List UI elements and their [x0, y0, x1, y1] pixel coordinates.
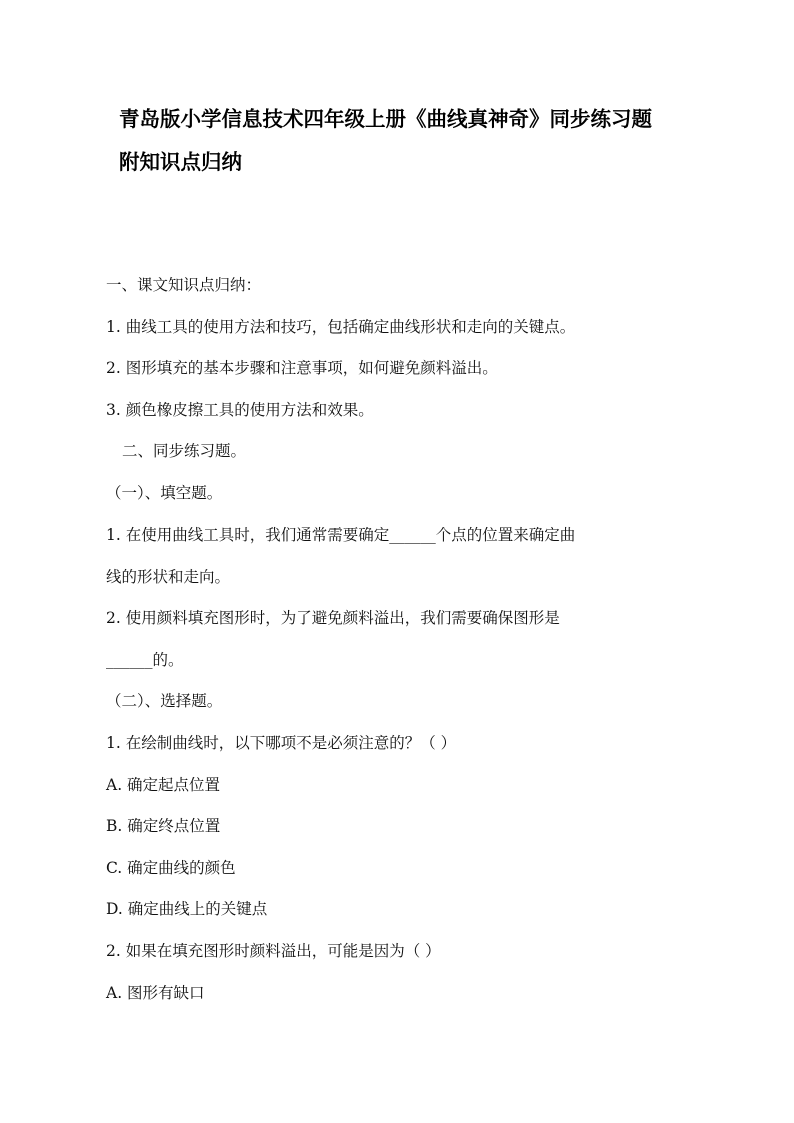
- choice-question-1-option-c: C. 确定曲线的颜色: [106, 859, 236, 877]
- document-title-line-1: 青岛版小学信息技术四年级上册《曲线真神奇》同步练习题: [119, 107, 652, 131]
- section-heading-exercises: 二、同步练习题。: [122, 442, 247, 460]
- knowledge-point-1: 1. 曲线工具的使用方法和技巧，包括确定曲线形状和走向的关键点。: [106, 318, 576, 336]
- choice-question-2: 2. 如果在填充图形时颜料溢出，可能是因为（ ）: [106, 942, 441, 960]
- fill-blank-question-2-line-2: ______的。: [106, 651, 184, 669]
- choice-heading: （二）、选择题。: [106, 692, 223, 710]
- choice-question-1-option-a: A. 确定起点位置: [106, 776, 221, 794]
- fill-blank-question-2-line-1: 2. 使用颜料填充图形时，为了避免颜料溢出，我们需要确保图形是: [106, 609, 560, 627]
- fill-blank-question-1-line-2: 线的形状和走向。: [106, 568, 231, 586]
- document-title-line-2: 附知识点归纳: [119, 150, 242, 174]
- knowledge-point-3: 3. 颜色橡皮擦工具的使用方法和效果。: [106, 401, 374, 419]
- choice-question-1: 1. 在绘制曲线时，以下哪项不是必须注意的？（ ）: [106, 734, 457, 752]
- section-heading-knowledge: 一、课文知识点归纳：: [106, 276, 262, 294]
- choice-question-1-option-d: D. 确定曲线上的关键点: [106, 900, 268, 918]
- fill-blank-heading: （一）、填空题。: [106, 484, 223, 502]
- choice-question-2-option-a: A. 图形有缺口: [106, 984, 205, 1002]
- fill-blank-question-1-line-1: 1. 在使用曲线工具时，我们通常需要确定______个点的位置来确定曲: [106, 526, 576, 544]
- choice-question-1-option-b: B. 确定终点位置: [106, 817, 221, 835]
- knowledge-point-2: 2. 图形填充的基本步骤和注意事项，如何避免颜料溢出。: [106, 359, 498, 377]
